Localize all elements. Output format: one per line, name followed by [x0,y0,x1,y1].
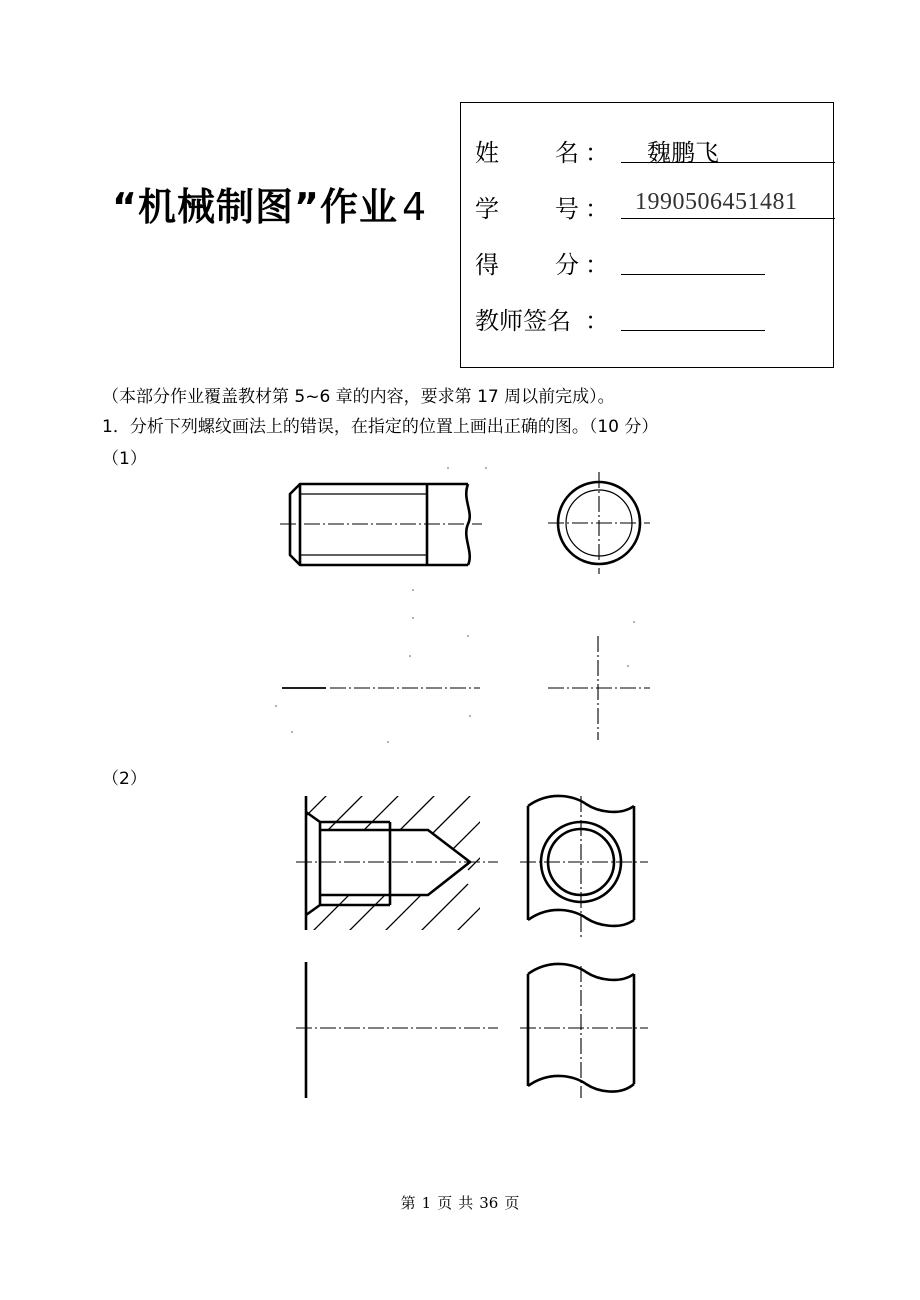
footer-gong: 共 [458,1194,474,1212]
threaded-hole-section-drawing [286,786,504,944]
teacher-label: 教师签名 [475,307,571,335]
student-id-field[interactable]: 1990506451481 [621,189,835,219]
total-page-count: 36 [479,1194,499,1212]
score-label-2: 分 [555,251,579,279]
name-field[interactable]: 魏鹏飞 [621,133,835,163]
part-1-label: （1） [102,449,147,469]
name-colon: ： [585,139,609,167]
footer-di: 第 [400,1194,416,1212]
hole-end-view-drawing [520,796,648,938]
title-text: “机械制图”作业 [112,185,398,229]
id-colon: ： [585,195,609,223]
footer-ye: 页 [437,1194,453,1212]
teacher-colon: ： [585,307,609,335]
current-page-number: 1 [421,1194,432,1212]
id-label-2: 号 [555,195,579,223]
answer-area-1 [275,467,650,743]
score-colon: ： [585,251,609,279]
page-footer [0,1192,920,1213]
intro-text: （本部分作业覆盖教材第 5~6 章的内容，要求第 17 周以前完成）。 [102,387,615,407]
part-2-label: （2） [102,769,147,789]
id-label-1: 学 [475,195,499,223]
bolt-side-view-drawing [280,484,482,565]
name-label-2: 名 [555,139,579,167]
question-1-text: 1．分析下列螺纹画法上的错误，在指定的位置上画出正确的图。（10 分） [102,417,659,437]
bolt-end-view-drawing [548,472,650,574]
score-label-1: 得 [475,251,499,279]
footer-ye-2: 页 [504,1194,520,1212]
name-label-1: 姓 [475,139,499,167]
answer-area-2 [296,962,648,1098]
title-number: 4 [401,185,428,229]
